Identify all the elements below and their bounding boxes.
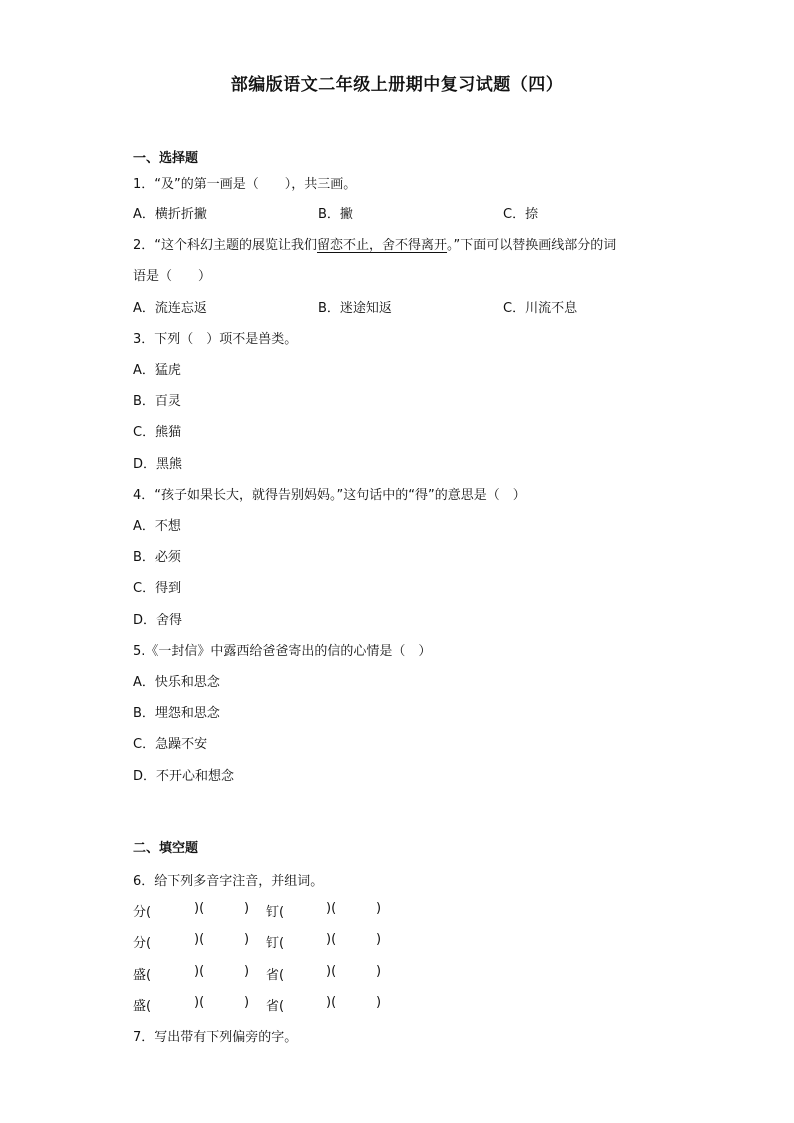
option-c: C．捺: [503, 207, 539, 222]
blank-mid: )(: [194, 964, 205, 979]
option-d: D．不开心和想念: [133, 769, 235, 784]
question-6: 6．给下列多音字注音，并组词。: [133, 874, 324, 889]
char-open: 钉(: [266, 905, 285, 920]
blank-close: ): [376, 901, 382, 916]
option-a: A．猛虎: [133, 363, 181, 378]
option-c: C．得到: [133, 581, 182, 596]
option-d: D．舍得: [133, 613, 183, 628]
blank-mid: )(: [194, 995, 205, 1010]
blank-close: ): [376, 995, 382, 1010]
blank-mid: )(: [194, 932, 205, 947]
blank-mid: )(: [326, 932, 337, 947]
option-b: B．撇: [318, 207, 353, 222]
question-1: 1．“及”的第一画是（ ），共三画。: [133, 177, 357, 192]
char-open: 省(: [266, 968, 285, 983]
question-2-line-2: 语是（ ）: [133, 269, 212, 284]
blank-close: ): [376, 964, 382, 979]
question-2-text-pre: 2．“这个科幻主题的展览让我们: [133, 238, 318, 253]
polyphone-row: [133, 964, 493, 982]
char-open: 盛(: [133, 968, 152, 983]
option-b: B．百灵: [133, 394, 181, 409]
question-2-text-post: 。”下面可以替换画线部分的词: [447, 238, 617, 253]
blank-close: ): [244, 964, 250, 979]
question-1-options: [133, 203, 653, 221]
char-open: 钉(: [266, 936, 285, 951]
question-2-options: [133, 297, 653, 315]
char-open: 盛(: [133, 999, 152, 1014]
char-open: 分(: [133, 905, 152, 920]
option-b: B．迷途知返: [318, 301, 392, 316]
section-heading-choice: 一、选择题: [133, 151, 199, 166]
option-d: D．黑熊: [133, 457, 183, 472]
question-2: [133, 234, 616, 253]
option-b: B．必须: [133, 550, 181, 565]
question-4: 4．“孩子如果长大，就得告别妈妈。”这句话中的“得”的意思是（ ）: [133, 488, 526, 503]
option-b: B．埋怨和思念: [133, 706, 220, 721]
section-heading-fill: 二、填空题: [133, 841, 199, 856]
blank-close: ): [244, 995, 250, 1010]
option-a: A．流连忘返: [133, 301, 207, 316]
question-2-underlined-phrase: 留恋不止，舍不得离开: [317, 238, 448, 253]
blank-mid: )(: [326, 964, 337, 979]
blank-mid: )(: [326, 901, 337, 916]
blank-close: ): [244, 932, 250, 947]
question-3: 3．下列（ ）项不是兽类。: [133, 332, 298, 347]
option-a: A．快乐和思念: [133, 675, 220, 690]
blank-close: ): [376, 932, 382, 947]
blank-mid: )(: [194, 901, 205, 916]
option-c: C．川流不息: [503, 301, 578, 316]
polyphone-row: [133, 995, 493, 1013]
option-c: C．熊猫: [133, 425, 182, 440]
char-open: 分(: [133, 936, 152, 951]
question-7: 7．写出带有下列偏旁的字。: [133, 1030, 298, 1045]
question-5: 5.《一封信》中露西给爸爸寄出的信的心情是（ ）: [133, 644, 432, 659]
option-a: A．横折折撇: [133, 207, 207, 222]
option-c: C．急躁不安: [133, 737, 208, 752]
option-a: A．不想: [133, 519, 181, 534]
polyphone-row: [133, 901, 493, 919]
polyphone-row: [133, 932, 493, 950]
blank-mid: )(: [326, 995, 337, 1010]
page-title: 部编版语文二年级上册期中复习试题（四）: [230, 75, 564, 95]
blank-close: ): [244, 901, 250, 916]
char-open: 省(: [266, 999, 285, 1014]
